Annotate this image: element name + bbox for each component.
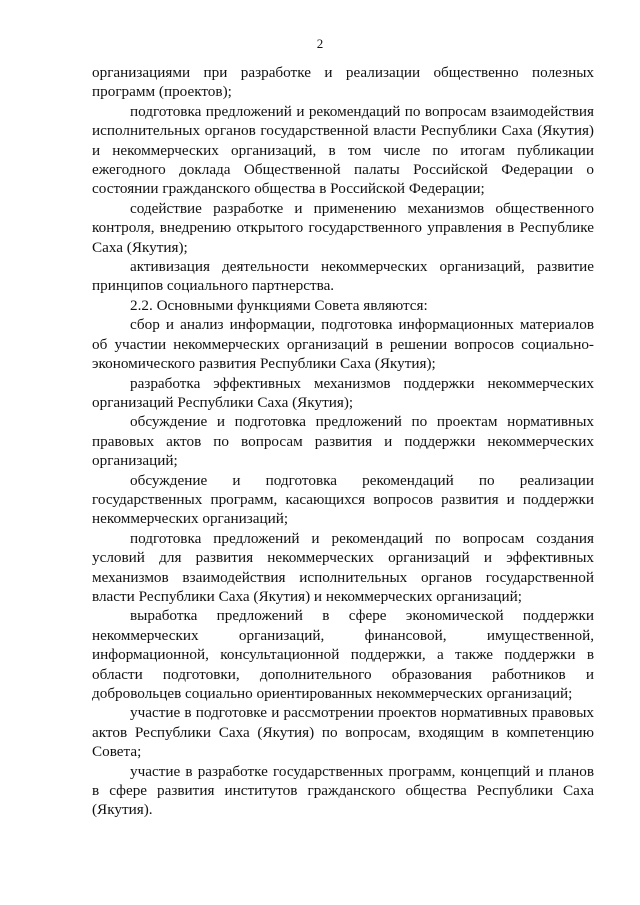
page-number: 2 [316,36,324,51]
paragraph: обсуждение и подготовка рекомендаций по реализации государственных программ, касающихся вопросов развития и поддержки некоммерческих организаций; [92,471,594,528]
paragraph: активизация деятельности некоммерческих организаций, развитие принципов социального партнерства. [92,258,594,295]
paragraph: выработка предложений в сфере экономической поддержки некоммерческих организаций, финансовой, имущественной, информационной, консультационной поддержки, а также поддержки в области подготовки, дополнительного образования работников и добровольцев социально ориентированных некоммерческих организаций; [92,607,594,702]
paragraph: подготовка предложений и рекомендаций по вопросам создания условий для развития некоммерческих организаций и эффективных механизмов взаимодействия исполнительных органов государственной власти Республики Саха (Якутия) и некоммерческих организаций; [92,529,594,605]
document-body [92,63,594,820]
paragraph: разработка эффективных механизмов поддержки некоммерческих организаций Республики Саха (Якутия); [92,374,594,411]
paragraph: подготовка предложений и рекомендаций по вопросам взаимодействия исполнительных органов государственной власти Республики Саха (Якутия) и некоммерческих организаций, в том числе по итогам публикации ежегодного доклада Общественной палаты Российской Федерации о состоянии гражданского общества в Российской Федерации; [92,102,594,198]
paragraph: участие в разработке государственных программ, концепций и планов в сфере развития институтов гражданского общества Республики Саха (Якутия). [92,762,594,819]
section-heading-2-2: 2.2. Основными функциями Совета являются: [130,296,428,314]
paragraph: содействие разработке и применению механизмов общественного контроля, внедрению открытого государственного управления в Республике Саха (Якутия); [92,199,594,256]
paragraph: участие в подготовке и рассмотрении проектов нормативных правовых актов Республики Саха (Якутия) по вопросам, входящим в компетенцию Совета; [92,704,594,761]
paragraph: обсуждение и подготовка предложений по проектам нормативных правовых актов по вопросам развития и поддержки некоммерческих организаций; [92,413,594,470]
paragraph: сбор и анализ информации, подготовка информационных материалов об участии некоммерческих организаций в решении вопросов социально-экономического развития Республики Саха (Якутия); [92,316,594,373]
paragraph-continuation: организациями при разработке и реализации общественно полезных программ (проектов); [92,64,594,101]
